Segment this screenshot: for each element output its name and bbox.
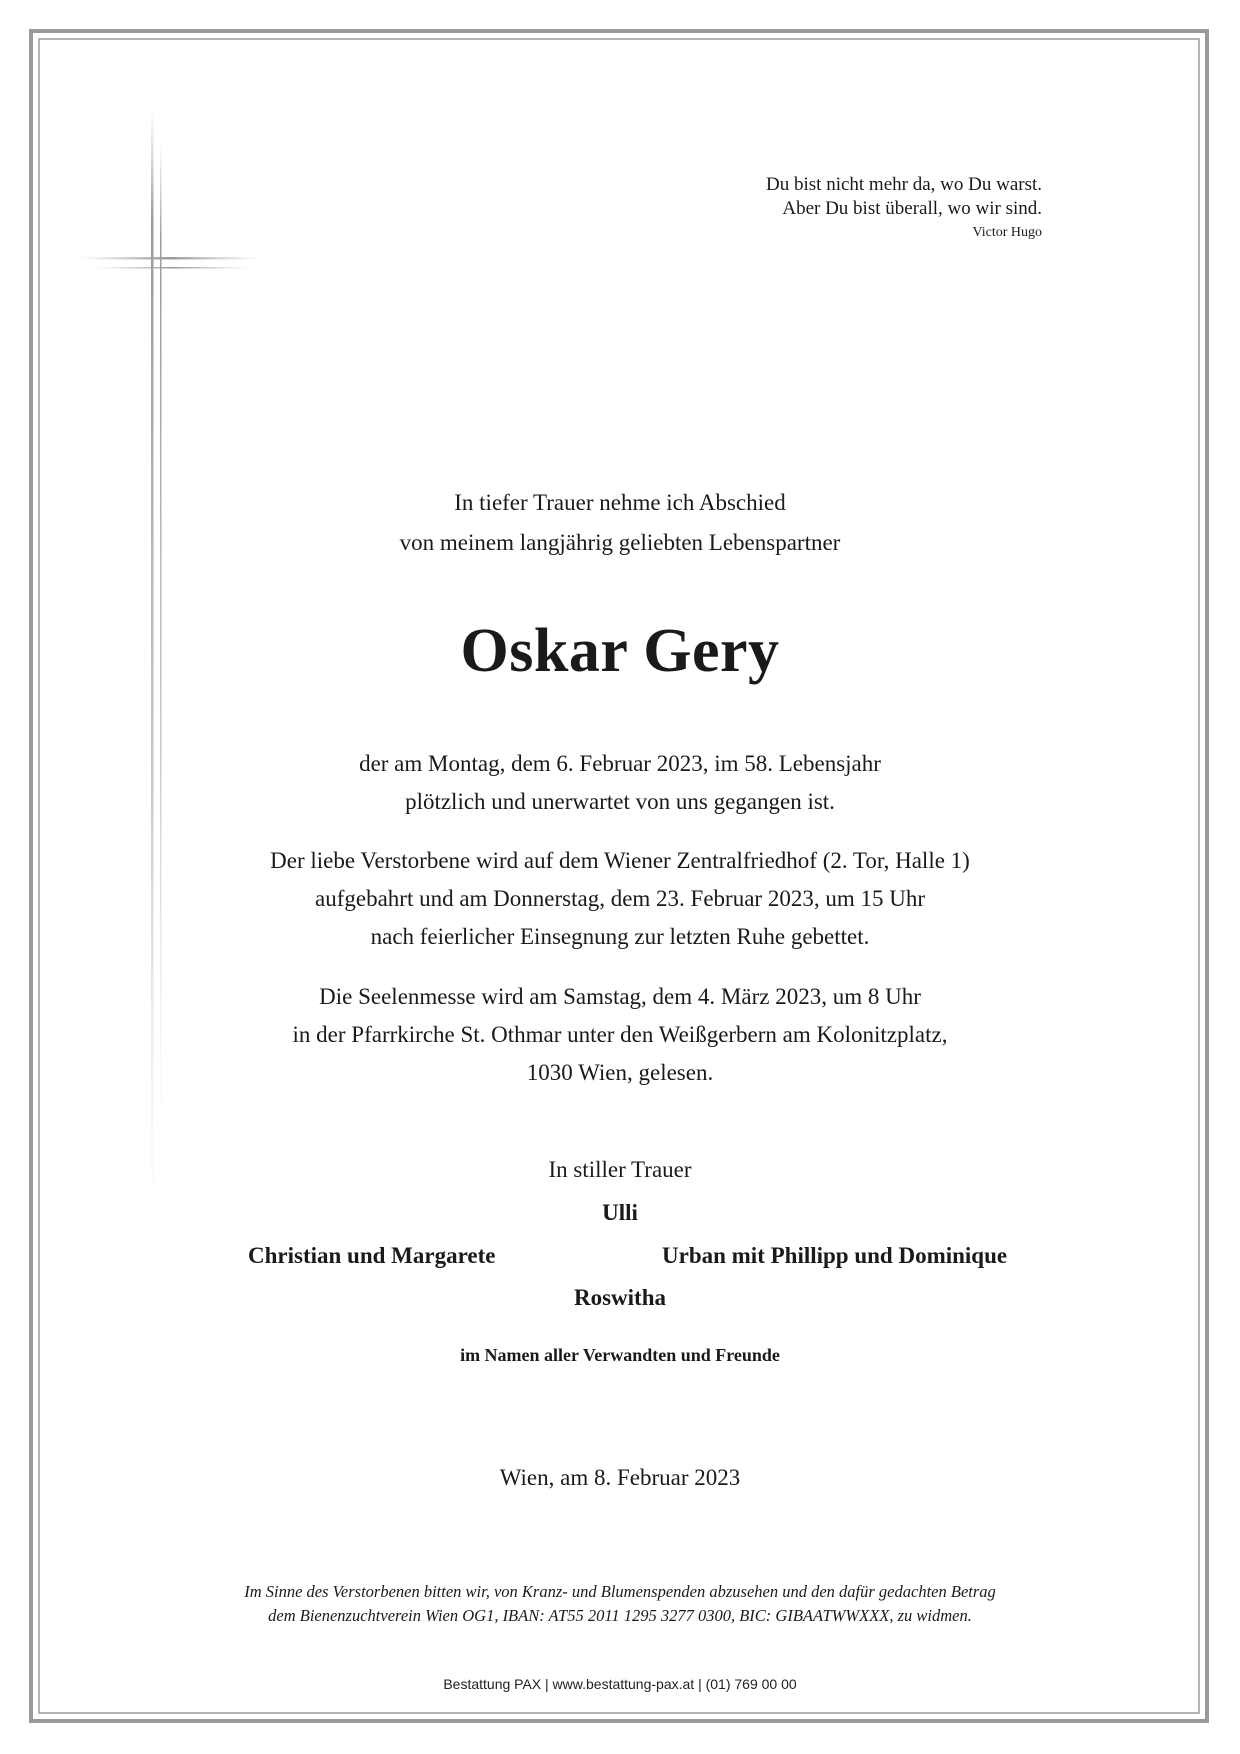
place-date: Wien, am 8. Februar 2023	[499, 1465, 741, 1490]
mourner-left: Christian und Margarete	[248, 1243, 496, 1268]
intro-line-2: von meinem langjährig geliebten Lebenspartner	[399, 530, 841, 555]
donation-line-2: dem Bienenzuchtverein Wien OG1, IBAN: AT55 2011 1295 3277 0300, BIC: GIBAATWWXXX, zu widmen.	[268, 1606, 972, 1625]
funeral-info	[0, 842, 1240, 956]
quote-author: Victor Hugo	[972, 225, 1042, 240]
death-notice-line-1: der am Montag, dem 6. Februar 2023, im 58. Lebensjahr	[359, 751, 881, 776]
donation-line-1: Im Sinne des Verstorbenen bitten wir, von Kranz- und Blumenspenden abzusehen und den dafür gedachten Betrag	[244, 1582, 996, 1601]
mourner-right: Urban mit Phillipp und Dominique	[662, 1243, 1008, 1268]
mass-line-2: in der Pfarrkirche St. Othmar unter den Weißgerbern am Kolonitzplatz,	[292, 1022, 948, 1047]
quote-line-1: Du bist nicht mehr da, wo Du warst.	[766, 174, 1042, 195]
quote-block	[766, 173, 1042, 243]
intro-line-1: In tiefer Trauer nehme ich Abschied	[454, 490, 786, 515]
funeral-line-3: nach feierlicher Einsegnung zur letzten Ruhe gebettet.	[370, 924, 870, 949]
donation-note	[0, 1580, 1240, 1628]
mass-line-1: Die Seelenmesse wird am Samstag, dem 4. März 2023, um 8 Uhr	[319, 984, 921, 1009]
funeral-line-2: aufgebahrt und am Donnerstag, dem 23. Februar 2023, um 15 Uhr	[315, 886, 925, 911]
relatives-line: im Namen aller Verwandten und Freunde	[460, 1345, 780, 1365]
mourner-partner: Ulli	[602, 1200, 638, 1225]
quote-line-2: Aber Du bist überall, wo wir sind.	[782, 198, 1042, 219]
mass-line-3: 1030 Wien, gelesen.	[526, 1060, 714, 1085]
mass-info	[0, 978, 1240, 1092]
footer: Bestattung PAX | www.bestattung-pax.at | (01) 769 00 00	[443, 1676, 797, 1692]
mourner-bottom: Roswitha	[573, 1285, 666, 1310]
funeral-line-1: Der liebe Verstorbene wird auf dem Wiener Zentralfriedhof (2. Tor, Halle 1)	[270, 848, 970, 873]
mourners-heading: In stiller Trauer	[548, 1157, 692, 1182]
intro-text	[0, 483, 1240, 563]
death-notice	[0, 745, 1240, 821]
death-notice-line-2: plötzlich und unerwartet von uns gegangen ist.	[405, 789, 835, 814]
deceased-name: Oskar Gery	[460, 617, 780, 685]
